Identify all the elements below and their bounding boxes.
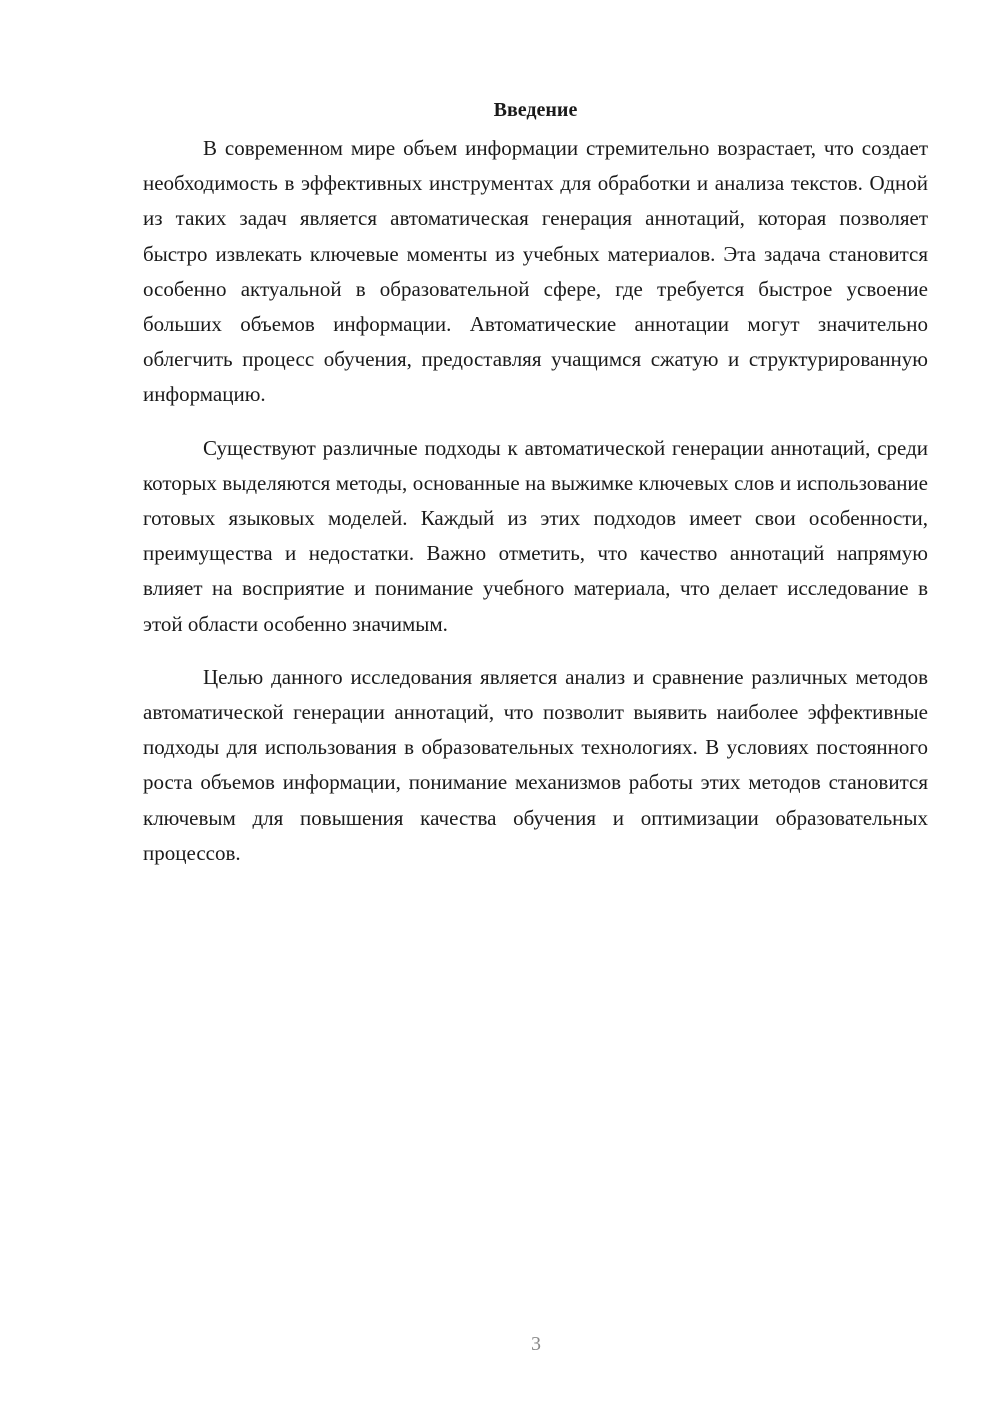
section-heading: Введение	[493, 99, 578, 121]
paragraph-2: Существуют различные подходы к автоматической генерации аннотаций, среди которых выделяются методы, основанные на выжимке ключевых слов и использование готовых языковых моделей. Каждый из этих подходов имеет свои особенности, преимущества и недостатки. Важно отметить, что качество аннотаций напрямую влияет на восприятие и понимание учебного материала, что делает исследование в этой области особенно значимым.	[143, 435, 928, 636]
paragraph-3: Целью данного исследования является анализ и сравнение различных методов автоматической генерации аннотаций, что позволит выявить наиболее эффективные подходы для использования в образовательных технологиях. В условиях постоянного роста объемов информации, понимание механизмов работы этих методов становится ключевым для повышения качества обучения и оптимизации образовательных процессов.	[143, 664, 928, 865]
page-content	[143, 92, 928, 889]
paragraph-1: В современном мире объем информации стремительно возрастает, что создает необходимость в эффективных инструментах для обработки и анализа текстов. Одной из таких задач является автоматическая генерация аннотаций, которая позволяет быстро извлекать ключевые моменты из учебных материалов. Эта задача становится особенно актуальной в образовательной сфере, где требуется быстрое усвоение больших объемов информации. Автоматические аннотации могут значительно облегчить процесс обучения, предоставляя учащимся сжатую и структурированную информацию.	[143, 136, 928, 407]
page-number: 3	[531, 1333, 541, 1355]
